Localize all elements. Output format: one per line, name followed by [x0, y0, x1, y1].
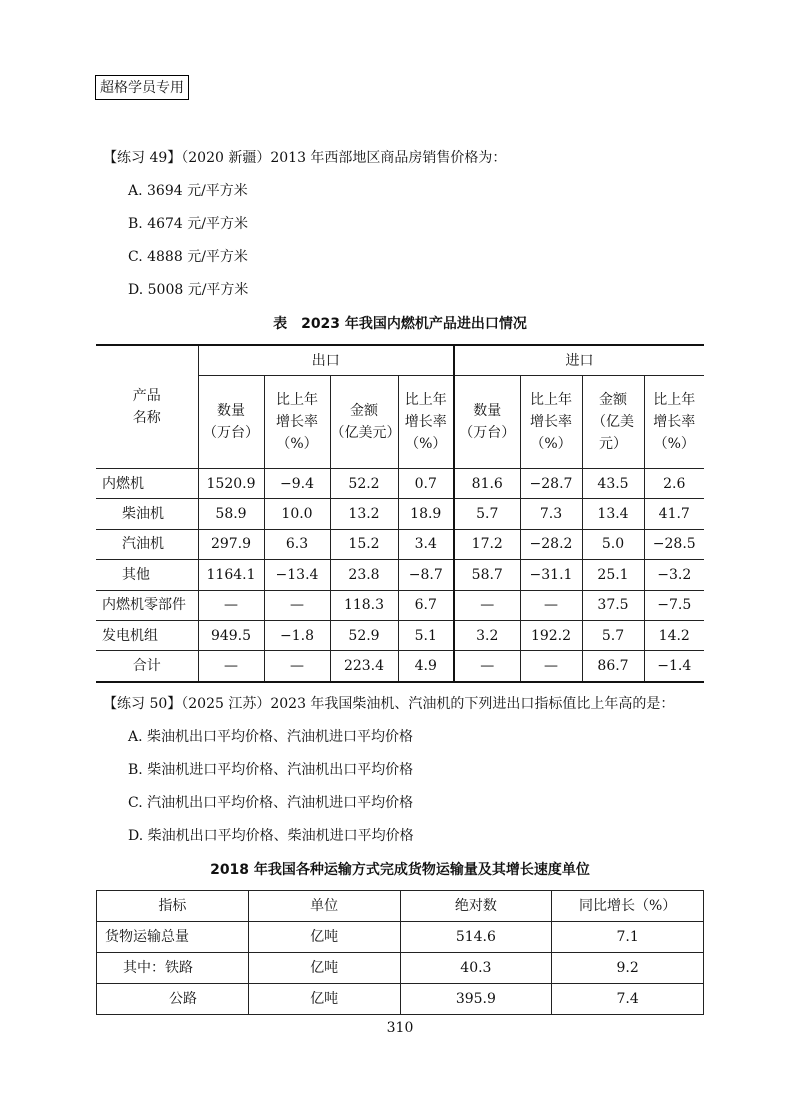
header-import: 进口: [454, 345, 704, 376]
header-yoy-growth: 同比增长（%）: [552, 891, 704, 922]
cell: 23.8: [330, 560, 398, 590]
cell: −1.8: [264, 620, 330, 650]
row-label: 内燃机: [96, 469, 198, 499]
question-49-option-b: B. 4674 元/平方米: [128, 216, 248, 232]
cell: −1.4: [644, 651, 704, 682]
freight-transport-table: [96, 890, 704, 1015]
cell: 118.3: [330, 590, 398, 620]
cell: —: [198, 651, 264, 682]
cell: 18.9: [398, 499, 454, 529]
cell: 43.5: [582, 469, 644, 499]
cell: 6.3: [264, 529, 330, 559]
cell: 7.4: [552, 984, 704, 1015]
cell: 52.9: [330, 620, 398, 650]
cell: 亿吨: [248, 953, 400, 984]
cell: 亿吨: [248, 984, 400, 1015]
cell: —: [264, 590, 330, 620]
cell: 13.2: [330, 499, 398, 529]
cell: —: [198, 590, 264, 620]
table-row: [97, 953, 704, 984]
cell: —: [520, 651, 582, 682]
cell: 192.2: [520, 620, 582, 650]
row-label: 其中：铁路: [97, 953, 249, 984]
cell: 17.2: [454, 529, 520, 559]
cell: 14.2: [644, 620, 704, 650]
cell: 395.9: [400, 984, 552, 1015]
page-number: 310: [386, 1020, 414, 1036]
cell: 5.7: [454, 499, 520, 529]
cell: 949.5: [198, 620, 264, 650]
cell: −28.7: [520, 469, 582, 499]
row-label: 公路: [97, 984, 249, 1015]
cell: −8.7: [398, 560, 454, 590]
cell: 5.7: [582, 620, 644, 650]
cell: 9.2: [552, 953, 704, 984]
cell: −28.5: [644, 529, 704, 559]
header-indicator: 指标: [97, 891, 249, 922]
cell: 25.1: [582, 560, 644, 590]
header-export-amount: 金额 （亿美元）: [330, 376, 398, 469]
header-export: 出口: [198, 345, 454, 376]
cell: 5.0: [582, 529, 644, 559]
question-49-option-a: A. 3694 元/平方米: [128, 183, 248, 199]
row-label: 其他: [96, 560, 198, 590]
header-import-qty-growth: 比上年 增长率 （%）: [520, 376, 582, 469]
cell: 40.3: [400, 953, 552, 984]
row-label: 柴油机: [96, 499, 198, 529]
cell: −13.4: [264, 560, 330, 590]
cell: 37.5: [582, 590, 644, 620]
cell: −9.4: [264, 469, 330, 499]
question-50-option-b: B. 柴油机进口平均价格、汽油机出口平均价格: [128, 762, 414, 778]
table-row: [96, 560, 704, 590]
cell: −7.5: [644, 590, 704, 620]
cell: 3.4: [398, 529, 454, 559]
cell: 514.6: [400, 922, 552, 953]
cell: —: [454, 590, 520, 620]
table1-title: 表 2023 年我国内燃机产品进出口情况: [273, 316, 527, 332]
cell: 297.9: [198, 529, 264, 559]
row-label: 内燃机零部件: [96, 590, 198, 620]
header-export-qty: 数量 （万台）: [198, 376, 264, 469]
cell: −28.2: [520, 529, 582, 559]
row-label: 发电机组: [96, 620, 198, 650]
cell: 10.0: [264, 499, 330, 529]
cell: 58.7: [454, 560, 520, 590]
student-only-badge: 超格学员专用: [95, 75, 189, 100]
cell: —: [264, 651, 330, 682]
cell: 58.9: [198, 499, 264, 529]
cell: 13.4: [582, 499, 644, 529]
cell: —: [454, 651, 520, 682]
cell: 41.7: [644, 499, 704, 529]
question-50-stem: 【练习 50】（2025 江苏）2023 年我国柴油机、汽油机的下列进出口指标值比上年高的是：: [103, 696, 675, 712]
table-row: [96, 651, 704, 682]
cell: 5.1: [398, 620, 454, 650]
table2-title: 2018 年我国各种运输方式完成货物运输量及其增长速度单位: [210, 862, 590, 878]
question-49-option-c: C. 4888 元/平方米: [128, 249, 248, 265]
table-row: [97, 922, 704, 953]
cell: 223.4: [330, 651, 398, 682]
table-row: [96, 620, 704, 650]
header-export-amount-growth: 比上年 增长率 （%）: [398, 376, 454, 469]
question-50-option-c: C. 汽油机出口平均价格、汽油机进口平均价格: [128, 795, 414, 811]
table-row: [97, 984, 704, 1015]
cell: 亿吨: [248, 922, 400, 953]
table-row: [96, 469, 704, 499]
engine-import-export-table: [96, 344, 704, 683]
row-label: 货物运输总量: [97, 922, 249, 953]
table-row: [96, 499, 704, 529]
cell: 7.3: [520, 499, 582, 529]
cell: 52.2: [330, 469, 398, 499]
cell: 2.6: [644, 469, 704, 499]
row-label: 汽油机: [96, 529, 198, 559]
cell: 6.7: [398, 590, 454, 620]
question-50-option-a: A. 柴油机出口平均价格、汽油机进口平均价格: [128, 729, 414, 745]
cell: −31.1: [520, 560, 582, 590]
cell: −3.2: [644, 560, 704, 590]
header-import-amount: 金额 （亿美 元）: [582, 376, 644, 469]
row-label: 合计: [96, 651, 198, 682]
header-absolute: 绝对数: [400, 891, 552, 922]
question-49-stem: 【练习 49】（2020 新疆）2013 年西部地区商品房销售价格为：: [103, 150, 507, 166]
cell: 3.2: [454, 620, 520, 650]
cell: 7.1: [552, 922, 704, 953]
table-row: [96, 590, 704, 620]
cell: 81.6: [454, 469, 520, 499]
cell: 0.7: [398, 469, 454, 499]
cell: 1520.9: [198, 469, 264, 499]
question-50-option-d: D. 柴油机出口平均价格、柴油机进口平均价格: [128, 828, 414, 844]
question-49-option-d: D. 5008 元/平方米: [128, 282, 249, 298]
header-import-amount-growth: 比上年 增长率 （%）: [644, 376, 704, 469]
cell: 86.7: [582, 651, 644, 682]
cell: 4.9: [398, 651, 454, 682]
header-unit: 单位: [248, 891, 400, 922]
table-row: [96, 529, 704, 559]
header-import-qty: 数量 （万台）: [454, 376, 520, 469]
cell: 15.2: [330, 529, 398, 559]
cell: —: [520, 590, 582, 620]
header-export-qty-growth: 比上年 增长率 （%）: [264, 376, 330, 469]
cell: 1164.1: [198, 560, 264, 590]
header-product-name: 产品 名称: [96, 345, 198, 469]
